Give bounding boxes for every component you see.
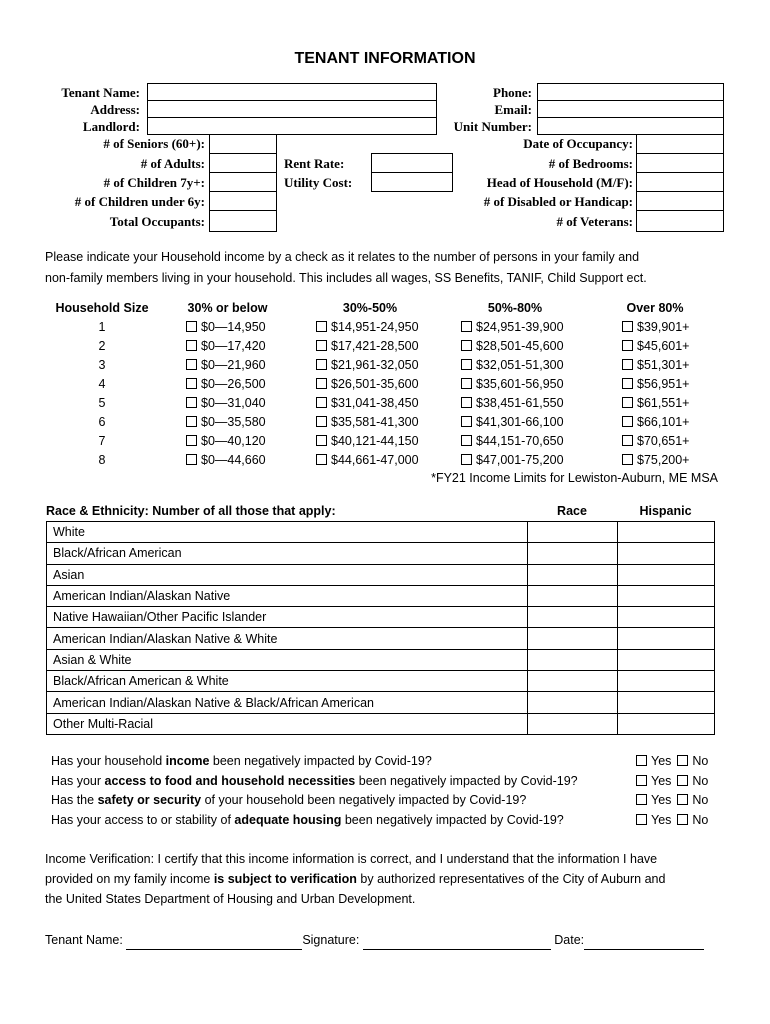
unit-number-label: Unit Number: [453,119,532,134]
income-value: $0—21,960 [201,358,266,372]
income-value: $14,951-24,950 [331,320,419,334]
income-option[interactable] [461,451,564,470]
income-value: $0—35,580 [201,415,266,429]
income-value: $21,961-32,050 [331,358,419,372]
income-option[interactable] [186,432,266,451]
race-label: Asian [47,564,528,585]
hispanic-count-cell[interactable] [618,628,715,649]
checkbox-icon[interactable] [636,794,647,805]
total-occupants-field[interactable] [209,210,277,232]
income-value: $0—14,950 [201,320,266,334]
income-value: $70,651+ [637,434,690,448]
income-option[interactable] [461,337,564,356]
checkbox-icon[interactable] [316,378,327,389]
income-value: 8 [98,453,106,467]
yes-option[interactable] [636,754,671,768]
hispanic-count-cell[interactable] [618,692,715,713]
verification-line2-post: by authorized representatives of the City of Auburn and [356,872,666,886]
sig-date-line[interactable] [584,937,704,950]
checkbox-icon[interactable] [186,378,197,389]
income-value: $44,151-70,650 [476,434,564,448]
household-size-cell [52,451,152,470]
income-option[interactable] [622,451,689,470]
covid-question-post: been negatively impacted by Covid-19? [341,812,564,827]
race-count-cell[interactable] [528,522,618,543]
no-label: No [692,773,709,788]
income-option[interactable] [186,337,266,356]
household-size-cell [52,413,152,432]
verification-line3: the United States Department of Housing and Urban Development. [45,892,416,906]
address-field[interactable] [147,100,437,118]
race-table [46,521,715,735]
seniors-field[interactable] [209,134,277,154]
checkbox-icon[interactable] [622,378,633,389]
sig-signature-label: Signature: [302,933,360,947]
col-header-over-80: Over 80% [626,301,684,315]
income-value: 6 [98,415,106,429]
verification-line2-bold: is subject to verification [213,872,357,886]
covid-question-bold: adequate housing [234,812,342,827]
checkbox-icon[interactable] [622,397,633,408]
checkbox-icon[interactable] [622,416,633,427]
income-option[interactable] [316,318,419,337]
race-row [47,649,715,670]
head-household-label: Head of Household (M/F): [486,175,633,190]
income-value: $35,581-41,300 [331,415,419,429]
race-count-cell[interactable] [528,671,618,692]
children-7-label: # of Children 7y+: [103,175,205,190]
race-row [47,713,715,734]
yes-option[interactable] [636,793,671,807]
no-option[interactable] [677,774,708,788]
checkbox-icon[interactable] [677,775,688,786]
race-label: Other Multi-Racial [47,713,528,734]
hispanic-count-cell[interactable] [618,564,715,585]
checkbox-icon[interactable] [316,359,327,370]
income-value: $0—17,420 [201,339,266,353]
checkbox-icon[interactable] [316,340,327,351]
race-row [47,607,715,628]
children-under6-label: # of Children under 6y: [74,194,205,209]
income-value: $26,501-35,600 [331,377,419,391]
household-size-cell [52,394,152,413]
income-intro-line1: Please indicate your Household income by a check as it relates to the number of persons in your family and [45,250,640,264]
checkbox-icon[interactable] [622,321,633,332]
email-label: Email: [494,102,532,117]
no-label: No [692,793,709,807]
checkbox-icon[interactable] [636,755,647,766]
checkbox-icon[interactable] [186,435,197,446]
income-option[interactable] [186,318,266,337]
verification-line2-pre: provided on my family income [45,872,214,886]
race-count-cell[interactable] [528,692,618,713]
checkbox-icon[interactable] [461,435,472,446]
sig-date-label: Date: [554,933,585,947]
race-row [47,692,715,713]
checkbox-icon[interactable] [461,397,472,408]
checkbox-icon[interactable] [622,435,633,446]
income-value: $28,501-45,600 [476,339,564,353]
income-value: $17,421-28,500 [331,339,419,353]
race-col-header: Race [557,504,587,518]
rent-rate-label: Rent Rate: [284,156,345,171]
income-value: $66,101+ [637,415,690,429]
race-label: Black/African American & White [47,671,528,692]
checkbox-icon[interactable] [677,814,688,825]
income-value: $32,051-51,300 [476,358,564,372]
income-value: $45,601+ [637,339,690,353]
checkbox-icon[interactable] [622,359,633,370]
bedrooms-field[interactable] [636,153,724,173]
covid-question-pre: Has your household [51,754,166,768]
income-value: $31,041-38,450 [331,396,419,410]
race-label: Native Hawaiian/Other Pacific Islander [47,607,528,628]
hispanic-col-header: Hispanic [639,504,692,518]
signature-row [45,930,704,950]
income-value: $51,301+ [637,358,690,372]
income-value: 5 [98,396,106,410]
checkbox-icon[interactable] [622,340,633,351]
no-option[interactable] [677,754,708,768]
income-value: $0—26,500 [201,377,266,391]
income-option[interactable] [461,394,564,413]
race-row [47,522,715,543]
adults-label: # of Adults: [140,156,205,171]
yes-no-options [636,791,708,810]
income-option[interactable] [316,432,419,451]
phone-label: Phone: [493,85,532,100]
yes-label: Yes [651,754,672,768]
income-option[interactable] [186,375,266,394]
tenant-name-label: Tenant Name: [61,85,140,100]
unit-number-field[interactable] [537,117,724,135]
utility-cost-label: Utility Cost: [284,175,353,190]
income-option[interactable] [622,413,689,432]
income-value: $75,200+ [637,453,690,467]
hispanic-count-cell[interactable] [618,671,715,692]
covid-question-pre: Has your [51,773,105,788]
page-title: TENANT INFORMATION [294,50,476,67]
checkbox-icon[interactable] [622,454,633,465]
rent-rate-field[interactable] [371,153,453,173]
race-row [47,671,715,692]
date-occupancy-label: Date of Occupancy: [523,136,633,151]
date-occupancy-field[interactable] [636,134,724,154]
landlord-label: Landlord: [82,119,140,134]
income-option[interactable] [461,356,564,375]
hispanic-count-cell[interactable] [618,607,715,628]
covid-question [51,791,526,810]
covid-question-pre: Has your access to or stability of [51,812,235,827]
income-option[interactable] [316,337,419,356]
race-count-cell[interactable] [528,649,618,670]
checkbox-icon[interactable] [186,397,197,408]
checkbox-icon[interactable] [316,435,327,446]
sig-tenant-name-line[interactable] [126,937,302,950]
income-option[interactable] [622,318,689,337]
total-occupants-label: Total Occupants: [109,214,205,229]
race-row [47,585,715,606]
yes-label: Yes [651,793,672,807]
checkbox-icon[interactable] [186,321,197,332]
checkbox-icon[interactable] [461,454,472,465]
seniors-label: # of Seniors (60+): [103,136,205,151]
yes-no-options [636,752,708,771]
income-table [0,299,770,471]
household-size-cell [52,432,152,451]
col-header-30-50: 30%-50% [342,301,398,315]
income-value: 3 [98,358,106,372]
income-option[interactable] [316,394,419,413]
veterans-label: # of Veterans: [556,214,633,229]
race-row [47,543,715,564]
covid-question [51,752,432,771]
veterans-field[interactable] [636,210,724,232]
income-value: $41,301-66,100 [476,415,564,429]
income-option[interactable] [186,451,266,470]
col-header-50-80: 50%-80% [487,301,543,315]
checkbox-icon[interactable] [316,321,327,332]
yes-no-options [636,772,708,791]
income-value: $0—31,040 [201,396,266,410]
race-label: Asian & White [47,649,528,670]
checkbox-icon[interactable] [461,416,472,427]
race-label: American Indian/Alaskan Native [47,585,528,606]
yes-option[interactable] [636,813,671,827]
checkbox-icon[interactable] [186,359,197,370]
race-row [47,628,715,649]
no-option[interactable] [677,793,708,807]
income-value: 1 [98,320,106,334]
covid-question-bold: income [165,754,210,768]
checkbox-icon[interactable] [186,416,197,427]
income-value: $61,551+ [637,396,690,410]
hispanic-count-cell[interactable] [618,713,715,734]
checkbox-icon[interactable] [316,454,327,465]
verification-line2 [45,869,665,889]
race-count-cell[interactable] [528,713,618,734]
checkbox-icon[interactable] [316,397,327,408]
covid-question [51,772,578,791]
no-label: No [692,754,709,768]
income-option[interactable] [316,451,419,470]
verification-line1: Income Verification: I certify that this income information is correct, and I understand that the information I have [45,852,658,866]
disabled-field[interactable] [636,191,724,211]
checkbox-icon[interactable] [186,340,197,351]
sig-signature-line[interactable] [363,937,551,950]
col-header-30-below: 30% or below [187,301,268,315]
tenant-name-field[interactable] [147,83,437,101]
race-heading: Race & Ethnicity: Number of all those that apply: [46,504,336,518]
bedrooms-label: # of Bedrooms: [548,156,633,171]
income-option[interactable] [186,394,266,413]
yes-no-options [636,811,708,830]
checkbox-icon[interactable] [461,340,472,351]
income-value: 2 [98,339,106,353]
income-value: $0—44,660 [201,453,266,467]
hispanic-count-cell[interactable] [618,649,715,670]
sig-tenant-name-label: Tenant Name: [45,933,123,947]
checkbox-icon[interactable] [461,321,472,332]
covid-question-post: been negatively impacted by Covid-19? [209,754,432,768]
income-value: $39,901+ [637,320,690,334]
income-option[interactable] [316,356,419,375]
household-size-cell [52,356,152,375]
race-label: American Indian/Alaskan Native & White [47,628,528,649]
checkbox-icon[interactable] [636,814,647,825]
income-value: $35,601-56,950 [476,377,564,391]
race-count-cell[interactable] [528,585,618,606]
yes-option[interactable] [636,774,671,788]
yes-label: Yes [651,812,672,827]
checkbox-icon[interactable] [316,416,327,427]
hispanic-count-cell[interactable] [618,585,715,606]
household-size-cell [52,375,152,394]
race-count-cell[interactable] [528,628,618,649]
income-option[interactable] [622,394,689,413]
children-under6-field[interactable] [209,191,277,211]
race-count-cell[interactable] [528,607,618,628]
yes-label: Yes [651,773,672,788]
no-label: No [692,812,709,827]
income-value: $0—40,120 [201,434,266,448]
checkbox-icon[interactable] [677,794,688,805]
income-option[interactable] [622,337,689,356]
email-field[interactable] [537,100,724,118]
income-option[interactable] [186,413,266,432]
utility-cost-field[interactable] [371,172,453,192]
checkbox-icon[interactable] [677,755,688,766]
checkbox-icon[interactable] [461,359,472,370]
income-option[interactable] [461,375,564,394]
household-size-cell [52,337,152,356]
head-household-field[interactable] [636,172,724,192]
children-7-field[interactable] [209,172,277,192]
income-value: $56,951+ [637,377,690,391]
income-value: 4 [98,377,106,391]
covid-question-post: been negatively impacted by Covid-19? [355,773,578,788]
income-option[interactable] [461,318,564,337]
hispanic-count-cell[interactable] [618,543,715,564]
income-option[interactable] [622,375,689,394]
no-option[interactable] [677,813,708,827]
income-value: $47,001-75,200 [476,453,564,467]
race-count-cell[interactable] [528,543,618,564]
hispanic-count-cell[interactable] [618,522,715,543]
disabled-label: # of Disabled or Handicap: [483,194,633,209]
covid-question-bold: safety or security [97,793,202,807]
income-value: 7 [98,434,106,448]
income-value: $24,951-39,900 [476,320,564,334]
income-option[interactable] [461,432,564,451]
race-row [47,564,715,585]
race-label: American Indian/Alaskan Native & Black/African American [47,692,528,713]
phone-field[interactable] [537,83,724,101]
covid-question [51,811,564,830]
covid-question-pre: Has the [51,793,98,807]
income-option[interactable] [316,375,419,394]
income-option[interactable] [622,432,689,451]
race-label: Black/African American [47,543,528,564]
household-size-cell [52,318,152,337]
checkbox-icon[interactable] [636,775,647,786]
checkbox-icon[interactable] [186,454,197,465]
address-label: Address: [90,102,140,117]
landlord-field[interactable] [147,117,437,135]
income-option[interactable] [186,356,266,375]
income-option[interactable] [622,356,689,375]
col-header-household-size: Household Size [55,301,149,315]
income-intro-line2: non-family members living in your household. This includes all wages, SS Benefits, TANIF, Child Support ect. [45,271,647,285]
checkbox-icon[interactable] [461,378,472,389]
adults-field[interactable] [209,153,277,173]
covid-question-bold: access to food and household necessities [104,773,356,788]
income-option[interactable] [316,413,419,432]
income-option[interactable] [461,413,564,432]
income-value: $44,661-47,000 [331,453,419,467]
covid-question-post: of your household been negatively impacted by Covid-19? [201,793,527,807]
race-count-cell[interactable] [528,564,618,585]
income-value: $40,121-44,150 [331,434,419,448]
race-label: White [47,522,528,543]
income-value: $38,451-61,550 [476,396,564,410]
income-footnote: *FY21 Income Limits for Lewiston-Auburn, ME MSA [431,471,718,485]
